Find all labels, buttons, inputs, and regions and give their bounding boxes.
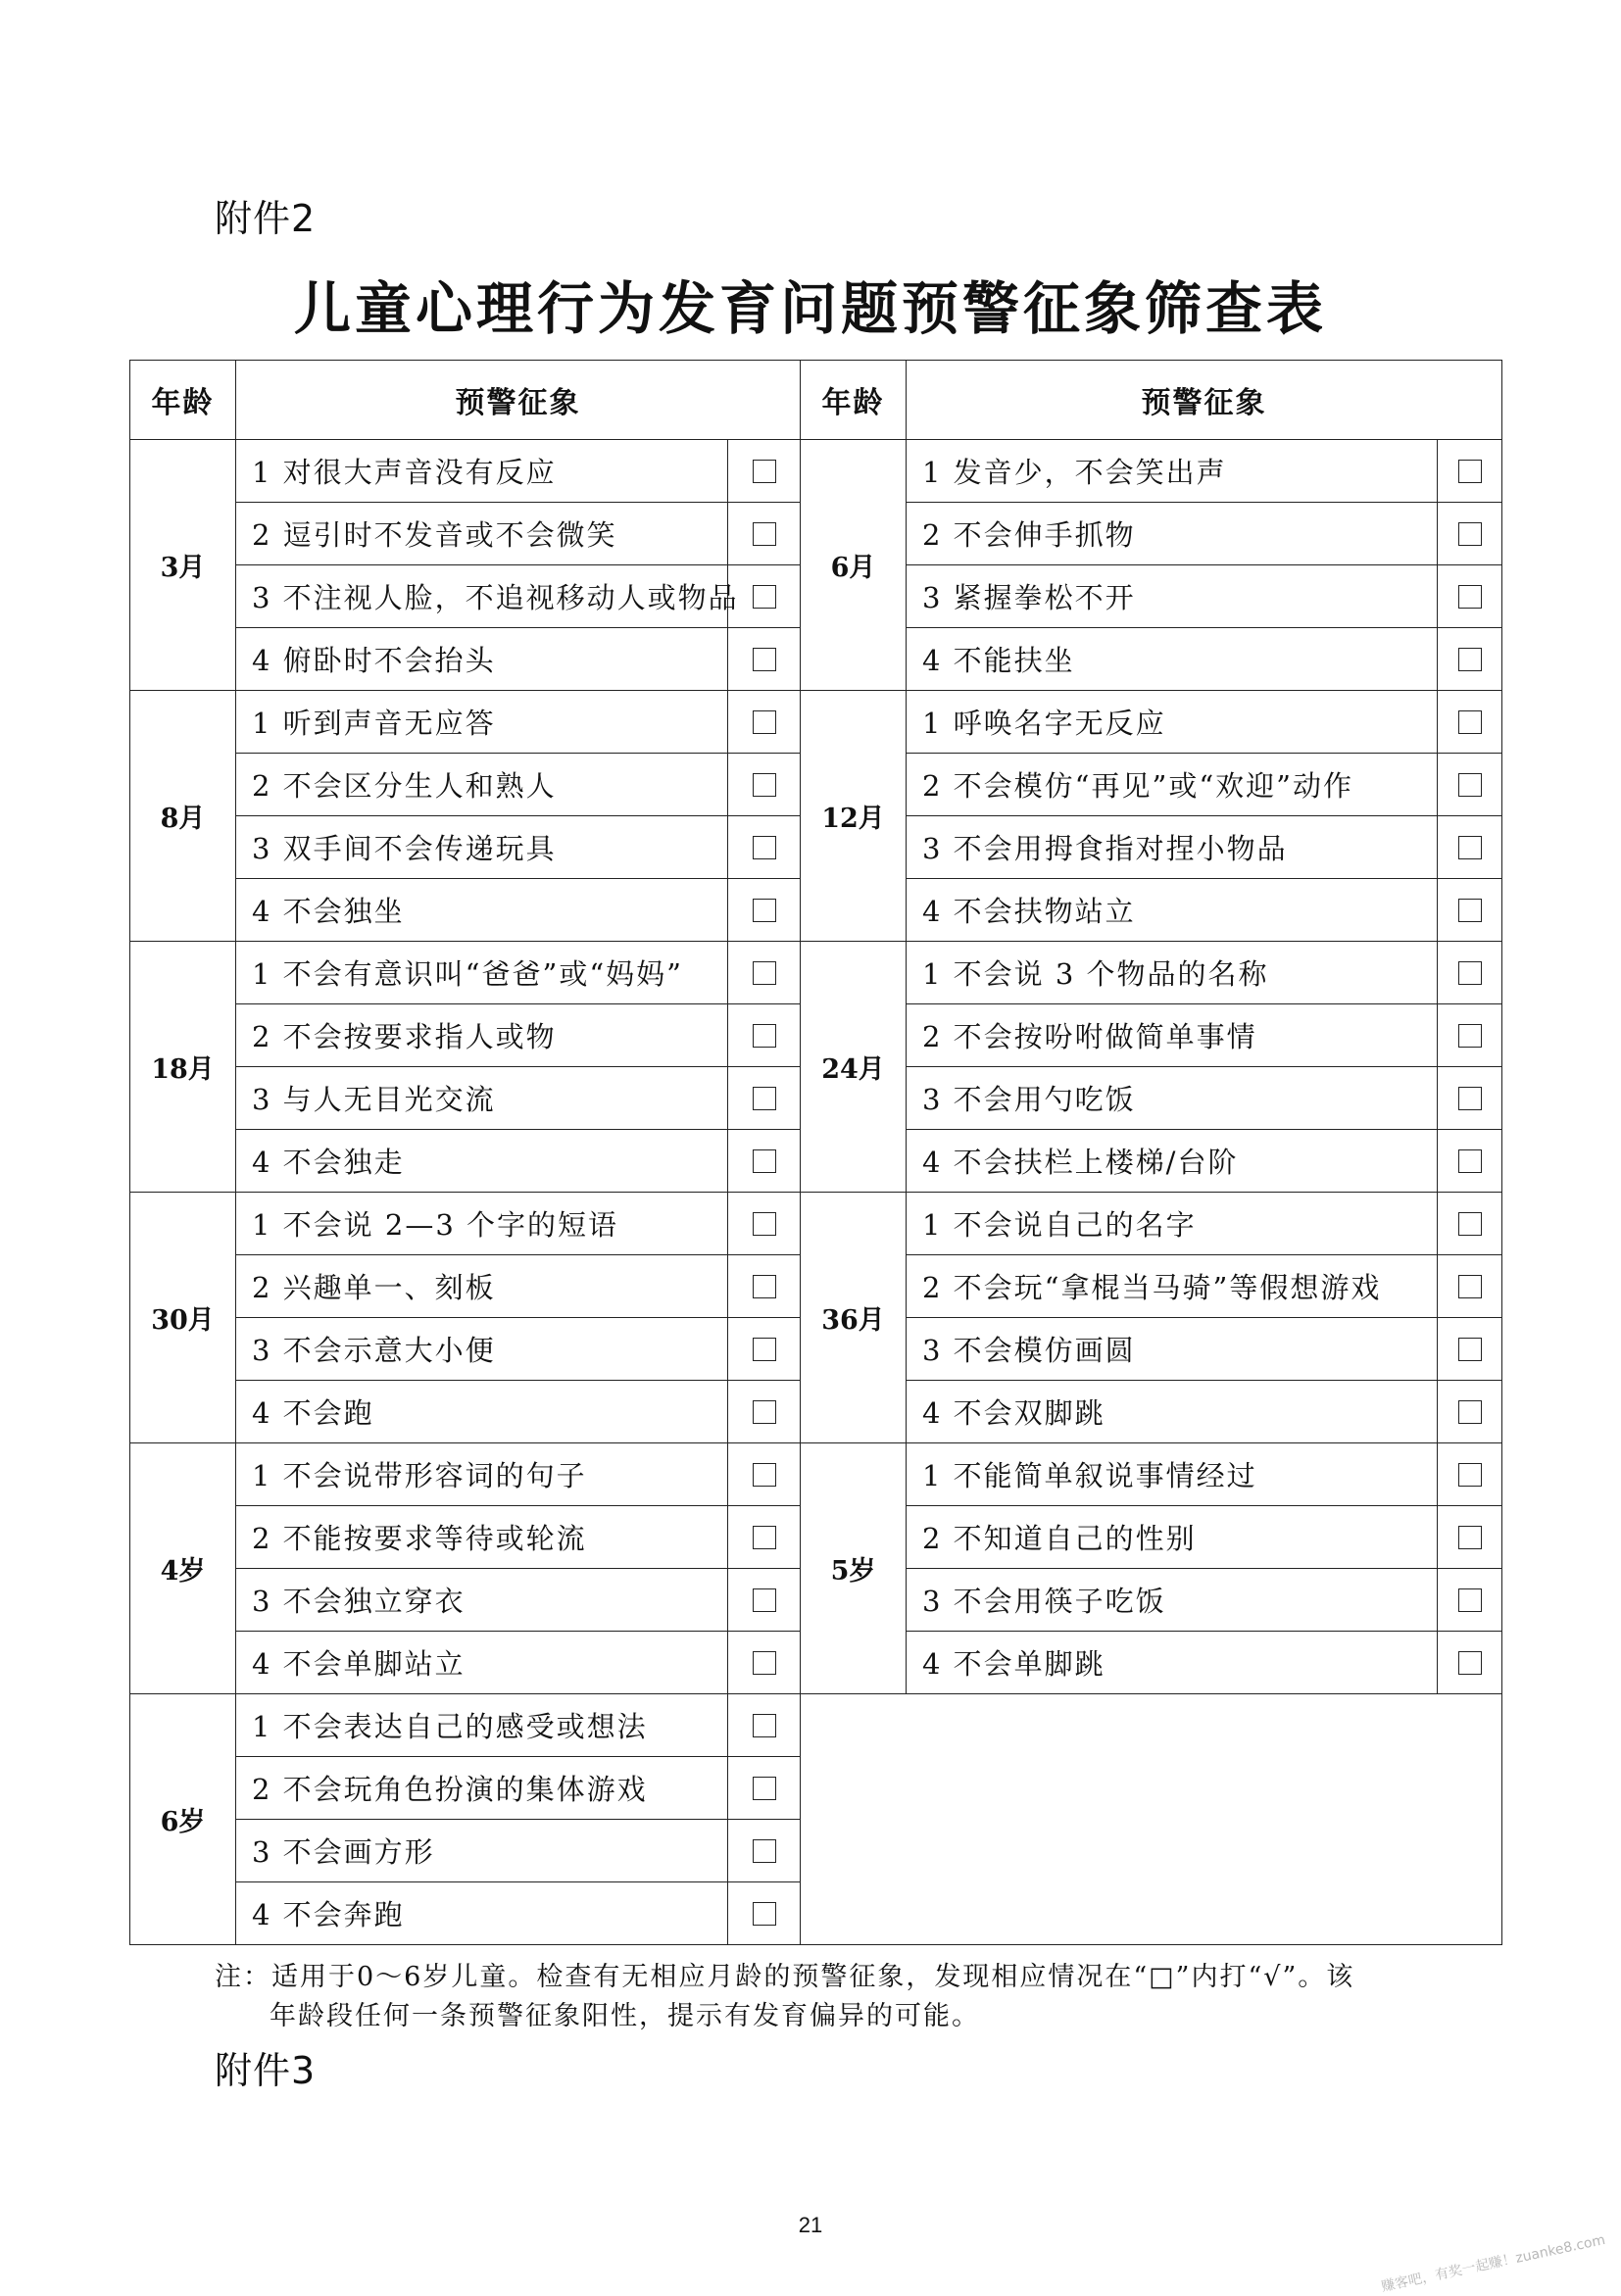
checkbox-cell (728, 1506, 801, 1569)
checkbox-cell (728, 1820, 801, 1882)
checkbox[interactable] (1458, 1024, 1482, 1048)
table-row (130, 1443, 1502, 1506)
note-line-1: 注：适用于0～6岁儿童。检查有无相应月龄的预警征象，发现相应情况在“□”内打“√”。该 (215, 1962, 1355, 1992)
warning-sign-text: 2 不会模仿“再见”或“欢迎”动作 (907, 754, 1438, 816)
checkbox[interactable] (1458, 1149, 1482, 1173)
checkbox-cell (728, 1255, 801, 1318)
checkbox[interactable] (1458, 710, 1482, 734)
warning-sign-text: 3 不会模仿画圆 (907, 1318, 1438, 1381)
checkbox[interactable] (1458, 460, 1482, 483)
checkbox[interactable] (753, 961, 776, 985)
checkbox[interactable] (1458, 1338, 1482, 1361)
checkbox[interactable] (753, 1902, 776, 1926)
checkbox[interactable] (1458, 1651, 1482, 1675)
checkbox[interactable] (1458, 961, 1482, 985)
page-number: 21 (798, 2213, 823, 2237)
table-row (130, 1694, 1502, 1757)
checkbox[interactable] (753, 1463, 776, 1487)
checkbox-cell (728, 1318, 801, 1381)
warning-sign-text: 4 俯卧时不会抬头 (236, 628, 728, 691)
warning-sign-text: 2 不会按要求指人或物 (236, 1004, 728, 1067)
checkbox[interactable] (753, 1024, 776, 1048)
age-cell: 36月 (801, 1193, 907, 1443)
warning-sign-text: 2 不会玩“拿棍当马骑”等假想游戏 (907, 1255, 1438, 1318)
age-cell: 5岁 (801, 1443, 907, 1694)
checkbox-cell (728, 1694, 801, 1757)
checkbox-cell (1438, 1193, 1502, 1255)
page-title: 儿童心理行为发育问题预警征象筛查表 (293, 275, 1327, 342)
age-cell: 12月 (801, 691, 907, 942)
warning-sign-text: 3 与人无目光交流 (236, 1067, 728, 1130)
age-cell: 3月 (130, 440, 236, 691)
age-cell: 4岁 (130, 1443, 236, 1694)
warning-sign-text: 2 不能按要求等待或轮流 (236, 1506, 728, 1569)
warning-sign-text: 3 不注视人脸，不追视移动人或物品 (236, 565, 728, 628)
table-note (215, 1958, 1449, 2036)
checkbox-cell (1438, 1004, 1502, 1067)
warning-sign-text: 2 不会玩角色扮演的集体游戏 (236, 1757, 728, 1820)
checkbox-cell (728, 503, 801, 565)
warning-sign-text: 3 不会画方形 (236, 1820, 728, 1882)
checkbox-cell (1438, 1255, 1502, 1318)
warning-sign-text: 4 不会独走 (236, 1130, 728, 1193)
checkbox-cell (728, 879, 801, 942)
checkbox-cell (1438, 1130, 1502, 1193)
checkbox[interactable] (753, 1087, 776, 1110)
table-row (130, 1193, 1502, 1255)
checkbox-cell (1438, 816, 1502, 879)
warning-sign-text: 1 听到声音无应答 (236, 691, 728, 754)
checkbox-cell (728, 1632, 801, 1694)
checkbox[interactable] (753, 648, 776, 671)
warning-sign-text: 2 不会伸手抓物 (907, 503, 1438, 565)
checkbox-cell (728, 1757, 801, 1820)
warning-sign-text: 2 逗引时不发音或不会微笑 (236, 503, 728, 565)
header-age-left: 年龄 (130, 361, 236, 440)
warning-sign-text: 1 不会说自己的名字 (907, 1193, 1438, 1255)
checkbox[interactable] (1458, 648, 1482, 671)
checkbox[interactable] (753, 1839, 776, 1863)
screening-table (129, 360, 1502, 1945)
warning-sign-text: 3 不会用筷子吃饭 (907, 1569, 1438, 1632)
checkbox[interactable] (753, 460, 776, 483)
empty-cell (801, 1694, 1502, 1945)
checkbox[interactable] (753, 773, 776, 797)
checkbox[interactable] (753, 710, 776, 734)
warning-sign-text: 4 不会奔跑 (236, 1882, 728, 1945)
checkbox[interactable] (1458, 1275, 1482, 1298)
checkbox[interactable] (1458, 899, 1482, 922)
warning-sign-text: 1 不能简单叙说事情经过 (907, 1443, 1438, 1506)
checkbox[interactable] (1458, 1588, 1482, 1612)
warning-sign-text: 4 不会独坐 (236, 879, 728, 942)
warning-sign-text: 1 对很大声音没有反应 (236, 440, 728, 503)
header-signs-left: 预警征象 (236, 361, 801, 440)
warning-sign-text: 4 不会扶物站立 (907, 879, 1438, 942)
checkbox-cell (1438, 1632, 1502, 1694)
checkbox[interactable] (753, 522, 776, 546)
checkbox-cell (728, 628, 801, 691)
checkbox[interactable] (753, 1526, 776, 1549)
checkbox[interactable] (753, 1651, 776, 1675)
age-cell: 18月 (130, 942, 236, 1193)
checkbox[interactable] (1458, 585, 1482, 609)
age-cell: 30月 (130, 1193, 236, 1443)
warning-sign-text: 4 不会双脚跳 (907, 1381, 1438, 1443)
table-header-row (130, 361, 1502, 440)
checkbox-cell (728, 1004, 801, 1067)
age-cell: 6月 (801, 440, 907, 691)
checkbox-cell (728, 1443, 801, 1506)
warning-sign-text: 3 不会独立穿衣 (236, 1569, 728, 1632)
warning-sign-text: 3 不会用勺吃饭 (907, 1067, 1438, 1130)
checkbox[interactable] (1458, 1087, 1482, 1110)
header-signs-right: 预警征象 (907, 361, 1502, 440)
checkbox-cell (1438, 1443, 1502, 1506)
checkbox[interactable] (753, 585, 776, 609)
note-line-2: 年龄段任何一条预警征象阳性，提示有发育偏异的可能。 (270, 2001, 980, 2031)
checkbox-cell (1438, 1569, 1502, 1632)
table-row (130, 691, 1502, 754)
checkbox[interactable] (753, 1275, 776, 1298)
attachment-label: 附件2 (215, 197, 317, 240)
checkbox-cell (728, 1067, 801, 1130)
checkbox-cell (728, 440, 801, 503)
checkbox-cell (728, 816, 801, 879)
checkbox-cell (728, 1882, 801, 1945)
checkbox[interactable] (753, 1338, 776, 1361)
checkbox[interactable] (1458, 522, 1482, 546)
checkbox-cell (1438, 754, 1502, 816)
checkbox-cell (1438, 879, 1502, 942)
checkbox-cell (728, 1130, 801, 1193)
warning-sign-text: 4 不会扶栏上楼梯/台阶 (907, 1130, 1438, 1193)
warning-sign-text: 1 发音少，不会笑出声 (907, 440, 1438, 503)
warning-sign-text: 1 呼唤名字无反应 (907, 691, 1438, 754)
checkbox-cell (1438, 503, 1502, 565)
checkbox-cell (1438, 1067, 1502, 1130)
checkbox-cell (728, 1193, 801, 1255)
warning-sign-text: 4 不会跑 (236, 1381, 728, 1443)
warning-sign-text: 1 不会说 2—3 个字的短语 (236, 1193, 728, 1255)
checkbox[interactable] (753, 1212, 776, 1236)
checkbox-cell (1438, 1318, 1502, 1381)
checkbox-cell (728, 1569, 801, 1632)
warning-sign-text: 1 不会表达自己的感受或想法 (236, 1694, 728, 1757)
checkbox[interactable] (753, 1714, 776, 1737)
age-cell: 6岁 (130, 1694, 236, 1945)
warning-sign-text: 1 不会有意识叫“爸爸”或“妈妈” (236, 942, 728, 1004)
checkbox-cell (1438, 691, 1502, 754)
checkbox-cell (728, 691, 801, 754)
checkbox[interactable] (753, 899, 776, 922)
warning-sign-text: 2 不知道自己的性别 (907, 1506, 1438, 1569)
checkbox[interactable] (753, 1777, 776, 1800)
checkbox-cell (1438, 1381, 1502, 1443)
checkbox[interactable] (1458, 773, 1482, 797)
warning-sign-text: 2 兴趣单一、刻板 (236, 1255, 728, 1318)
warning-sign-text: 4 不会单脚跳 (907, 1632, 1438, 1694)
warning-sign-text: 4 不会单脚站立 (236, 1632, 728, 1694)
warning-sign-text: 1 不会说带形容词的句子 (236, 1443, 728, 1506)
checkbox[interactable] (1458, 1212, 1482, 1236)
table-row (130, 942, 1502, 1004)
warning-sign-text: 3 不会示意大小便 (236, 1318, 728, 1381)
checkbox[interactable] (753, 1400, 776, 1424)
checkbox-cell (728, 754, 801, 816)
checkbox-cell (1438, 628, 1502, 691)
checkbox-cell (728, 942, 801, 1004)
checkbox[interactable] (753, 1149, 776, 1173)
checkbox[interactable] (1458, 1400, 1482, 1424)
watermark: 赚客吧，有奖一起赚！zuanke8.com (1379, 2231, 1607, 2296)
warning-sign-text: 4 不能扶坐 (907, 628, 1438, 691)
age-cell: 8月 (130, 691, 236, 942)
age-cell: 24月 (801, 942, 907, 1193)
checkbox[interactable] (753, 1588, 776, 1612)
header-age-right: 年龄 (801, 361, 907, 440)
attachment-label-next: 附件3 (215, 2049, 317, 2092)
warning-sign-text: 2 不会区分生人和熟人 (236, 754, 728, 816)
warning-sign-text: 3 不会用拇食指对捏小物品 (907, 816, 1438, 879)
warning-sign-text: 1 不会说 3 个物品的名称 (907, 942, 1438, 1004)
warning-sign-text: 3 紧握拳松不开 (907, 565, 1438, 628)
checkbox[interactable] (1458, 1463, 1482, 1487)
checkbox[interactable] (1458, 836, 1482, 859)
checkbox[interactable] (753, 836, 776, 859)
checkbox-cell (728, 1381, 801, 1443)
checkbox-cell (1438, 565, 1502, 628)
checkbox[interactable] (1458, 1526, 1482, 1549)
checkbox-cell (1438, 942, 1502, 1004)
warning-sign-text: 2 不会按吩咐做简单事情 (907, 1004, 1438, 1067)
warning-sign-text: 3 双手间不会传递玩具 (236, 816, 728, 879)
table-row (130, 440, 1502, 503)
checkbox-cell (1438, 1506, 1502, 1569)
checkbox-cell (1438, 440, 1502, 503)
